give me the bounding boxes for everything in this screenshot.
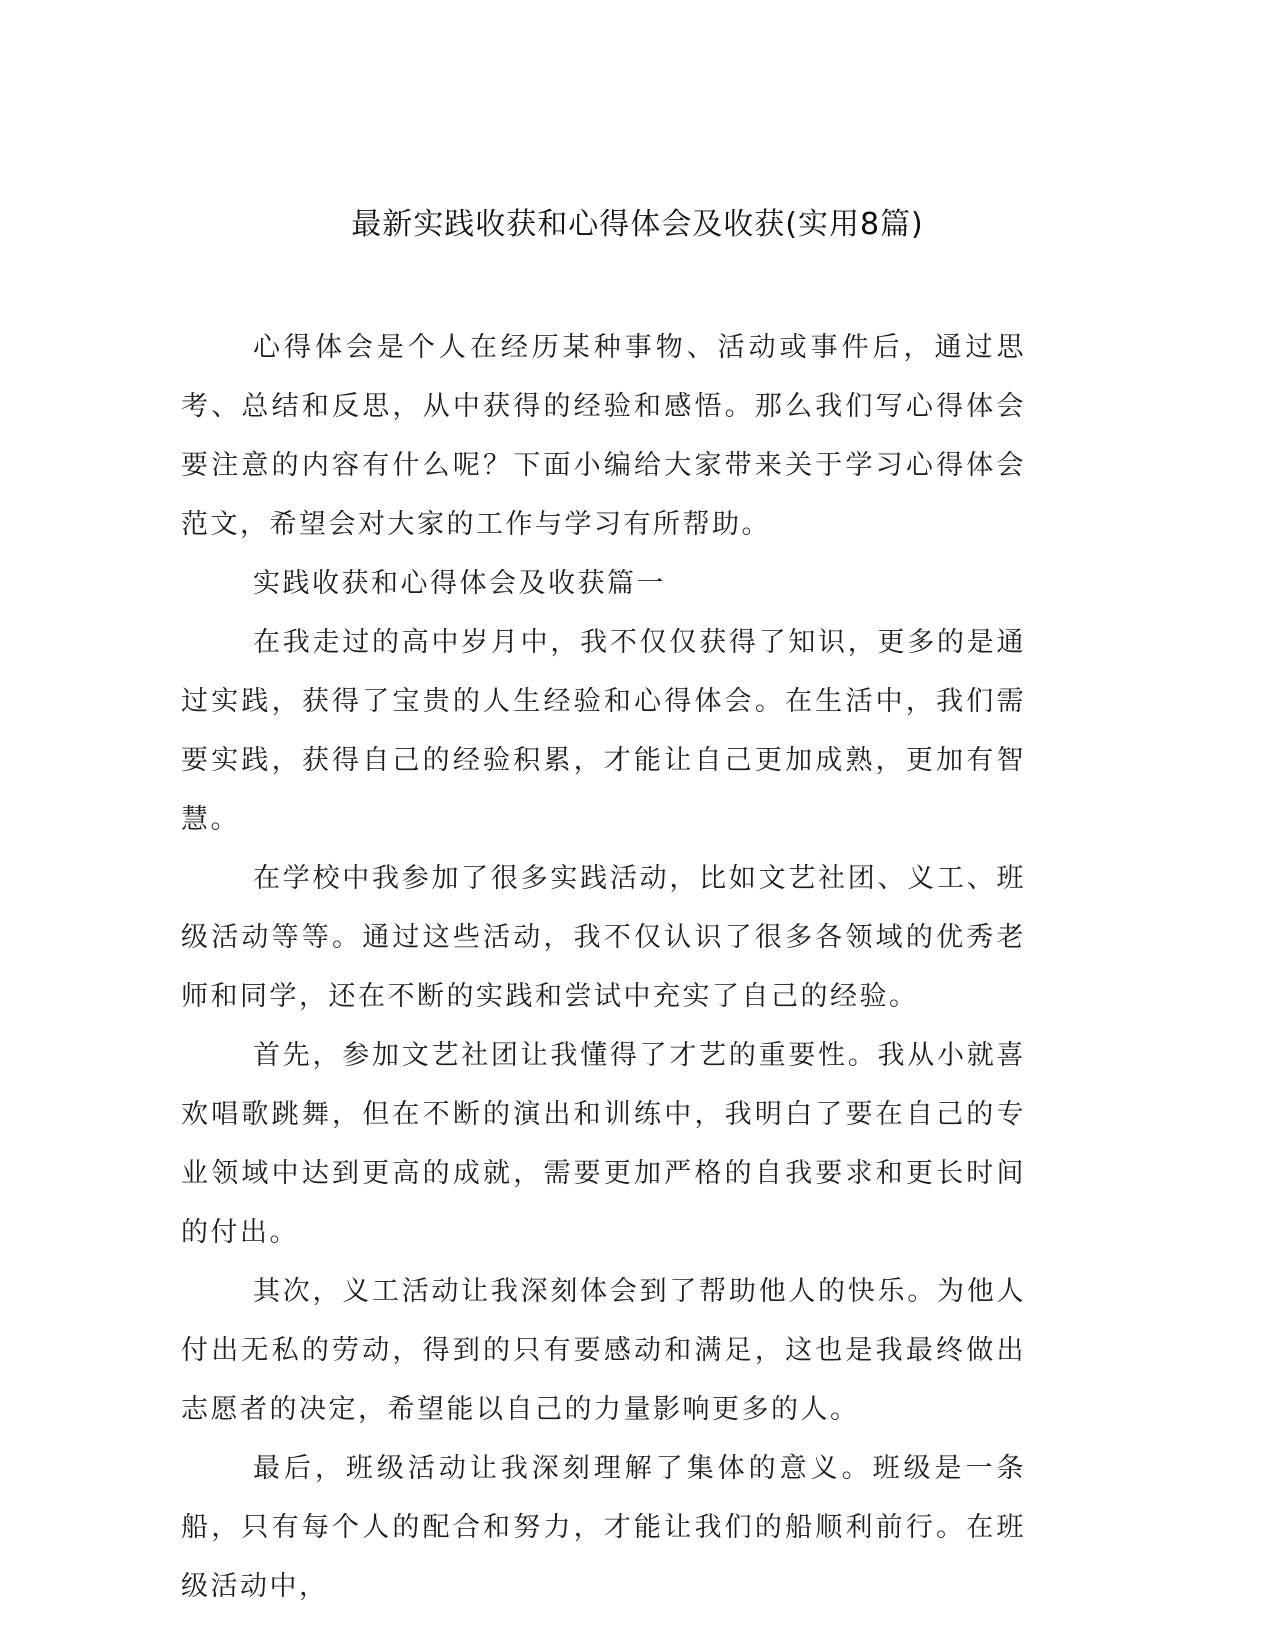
document-body [181,318,1026,1616]
body-paragraph: 在我走过的高中岁月中，我不仅仅获得了知识，更多的是通过实践，获得了宝贵的人生经验和心得体会。在生活中，我们需要实践，获得自己的经验积累，才能让自己更加成熟，更加有智慧。 [181,627,1026,835]
document-title: 最新实践收获和心得体会及收获(实用8篇) [351,207,924,242]
intro-paragraph: 心得体会是个人在经历某种事物、活动或事件后，通过思考、总结和反思，从中获得的经验和感悟。那么我们写心得体会要注意的内容有什么呢？下面小编给大家带来关于学习心得体会范文，希望会对大家的工作与学习有所帮助。 [181,332,1026,540]
body-paragraph: 首先，参加文艺社团让我懂得了才艺的重要性。我从小就喜欢唱歌跳舞，但在不断的演出和训练中，我明白了要在自己的专业领域中达到更高的成就，需要更加严格的自我要求和更长时间的付出。 [181,1040,1026,1248]
body-paragraph: 其次，义工活动让我深刻体会到了帮助他人的快乐。为他人付出无私的劳动，得到的只有要感动和满足，这也是我最终做出志愿者的决定，希望能以自己的力量影响更多的人。 [181,1276,1026,1425]
body-paragraph: 最后，班级活动让我深刻理解了集体的意义。班级是一条船，只有每个人的配合和努力，才能让我们的船顺利前行。在班级活动中， [181,1453,1026,1602]
body-paragraph: 在学校中我参加了很多实践活动，比如文艺社团、义工、班级活动等等。通过这些活动，我不仅认识了很多各领域的优秀老师和同学，还在不断的实践和尝试中充实了自己的经验。 [181,863,1026,1012]
section-heading: 实践收获和心得体会及收获篇一 [253,568,666,599]
